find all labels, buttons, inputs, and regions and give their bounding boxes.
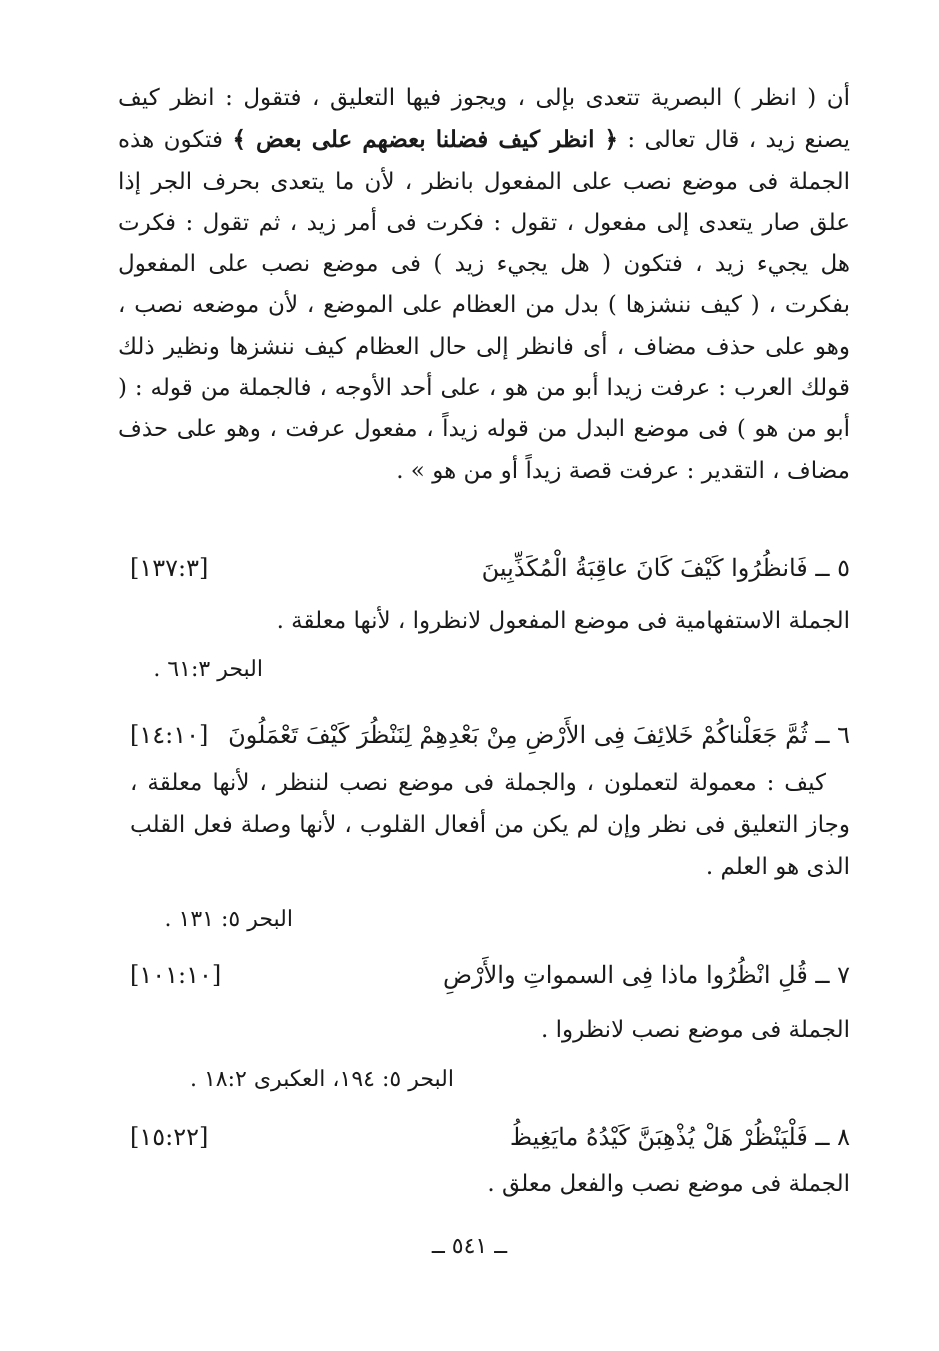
quran-quote: ﴿ انظر كيف فضلنا بعضهم على بعض ﴾ — [232, 126, 619, 154]
commentary-text-2: فتكون هذه الجملة فى موضع نصب على المفعول بانظر ، لأن ما يتعدى بحرف الجر إذا علق صار يتعدى إلى مفعول ، تقول : فكرت فى أمر زيد ، ثم تقول : فكرت هل يجيء زيد ، فتكون ( هل يجيء زيد ) فى موضع نصب على المفعول بفكرت ، ( كيف ننشزها ) بدل من العظام على الموضع ، لأن موضعه نصب ، وهو على حذف مضاف ، أى فانظر إلى حال العظام كيف ننشزها ونظير ذلك قولك العرب : عرفت زيدا أبو من هو ، على أحد الأوجه ، فالجملة من قوله : ( أبو من هو ) فى موضع البدل من قوله زيداً ، مفعول عرفت ، وهو على حذف مضاف ، التقدير : عرفت قصة زيداً أو من هو » . — [118, 127, 850, 484]
source-citation: البحر ٥: ١٩٤، العكبرى ١٨:٢ . — [189, 1067, 454, 1092]
verse-text: ٧ ــ قُلِ انْظُرُوا ماذا فِى السمواتِ والأَرْضِ — [442, 961, 850, 989]
verse-entry-7 — [130, 954, 850, 996]
commentary-text-1: أن ( انظر ) البصرية تتعدى بإلى ، ويجوز فيها التعليق ، فتقول : انظر كيف يصنع زيد ، قال تعالى : — [118, 85, 851, 154]
verse-reference: [١٥:٢٢] — [130, 1123, 209, 1151]
verse-reference: [١٠١:١٠] — [130, 961, 222, 989]
source-citation: البحر ٥: ١٣١ . — [164, 907, 293, 932]
verse-note: الجملة فى موضع نصب والفعل معلق . — [487, 1171, 850, 1197]
commentary-paragraph — [118, 78, 850, 492]
verse-note: الجملة فى موضع نصب لانظروا . — [541, 1017, 850, 1043]
verse-text: ٨ ــ فَلْيَنْظُرْ هَلْ يُذْهِبَنَّ كَيْدُهُ مايَغِيظُ — [509, 1123, 850, 1151]
page-number: ــ ٥٤١ ــ — [431, 1234, 508, 1259]
verse-text: ٦ ــ ثُمَّ جَعَلْناكُمْ خَلائِفَ فِى الأَرْضِ مِنْ بَعْدِهِمْ لِنَنْظُرَ كَيْفَ تَعْمَلُونَ — [228, 721, 850, 749]
verse-note: الجملة الاستفهامية فى موضع المفعول لانظروا ، لأنها معلقة . — [276, 608, 850, 634]
verse-reference: [١٤:١٠] — [130, 721, 209, 749]
source-citation: البحر ٦١:٣ . — [153, 657, 263, 682]
verse-entry-8 — [130, 1116, 850, 1158]
verse-entry-6 — [130, 714, 850, 756]
verse-note: كيف : معمولة لتعملون ، والجملة فى موضع نصب لننظر ، لأنها معلقة ، وجاز التعليق فى نظر وإن لم يكن من أفعال القلوب ، لأنها وصلة فعل القلب الذى هو العلم . — [130, 770, 850, 880]
verse-text: ٥ ــ فَانظُرُوا كَيْفَ كَانَ عاقِبَةُ الْمُكَذِّبِينَ — [481, 554, 850, 582]
verse-reference: [١٣٧:٣] — [130, 554, 209, 582]
verse-entry-5 — [130, 547, 850, 589]
